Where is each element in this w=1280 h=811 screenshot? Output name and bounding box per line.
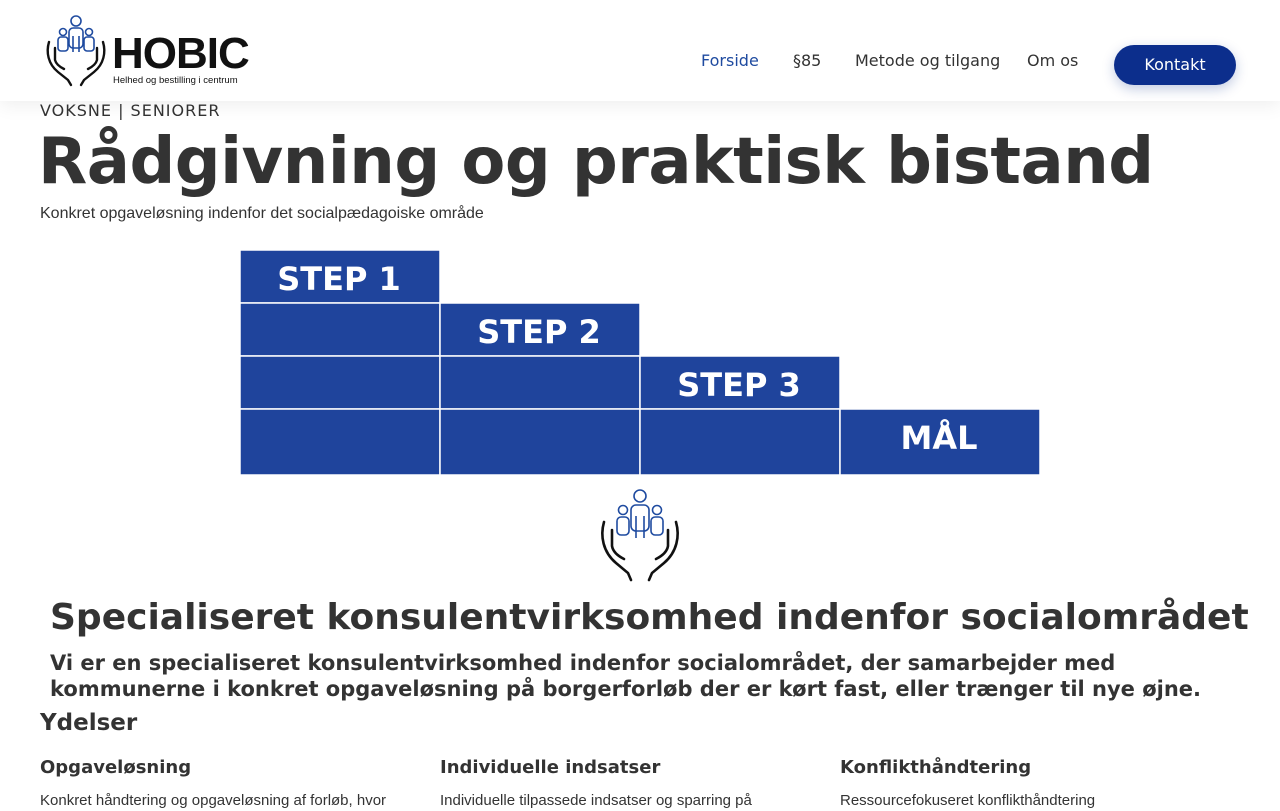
step-2-label: STEP 2 — [477, 313, 601, 351]
nav-item-om-os[interactable]: Om os — [1027, 51, 1079, 70]
nav-item-paragraph-85[interactable]: §85 — [793, 51, 822, 70]
steps-graphic — [240, 250, 1042, 476]
hero-eyebrow: VOKSNE | SENIORER — [40, 101, 221, 120]
services-title: Ydelser — [40, 710, 138, 736]
service-description: Ressourcefokuseret konflikthåndtering — [840, 792, 1096, 809]
brand-name: HOBIC — [112, 29, 249, 78]
contact-button[interactable]: Kontakt — [1114, 45, 1236, 85]
hero-title: Rådgivning og praktisk bistand — [38, 125, 1154, 199]
site-header — [0, 0, 1280, 101]
service-card-individuelle-indsatser — [440, 757, 820, 811]
service-description: Individuelle tilpassede indsatser og sparring på — [440, 792, 752, 809]
hero-subtitle: Konkret opgaveløsning indenfor det socialpædagoiske område — [40, 205, 484, 222]
service-card-opgaveloesning — [40, 757, 420, 811]
step-1-label: STEP 1 — [277, 260, 401, 298]
nav-item-metode-og-tilgang[interactable]: Metode og tilgang — [855, 51, 1001, 70]
intro-title: Specialiseret konsulentvirksomhed indenfor socialområdet — [50, 597, 1249, 638]
step-3-label: STEP 3 — [677, 366, 801, 404]
nav-item-forside[interactable]: Forside — [701, 51, 759, 70]
service-title: Individuelle indsatser — [440, 757, 661, 778]
intro-text: Vi er en specialiseret konsulentvirksomhed indenfor socialområdet, der samarbejder med kommunerne i konkret opgaveløsning på borgerforløb der er kørt fast, eller trænger til nye øjne. — [50, 651, 1202, 701]
hands-logo-icon — [44, 14, 108, 86]
service-title: Opgaveløsning — [40, 757, 192, 778]
brand-logo[interactable] — [44, 14, 256, 88]
service-description: Konkret håndtering og opgaveløsning af forløb, hvor — [40, 792, 387, 809]
hands-emblem-icon — [598, 488, 682, 582]
brand-tagline: Helhed og bestilling i centrum — [113, 75, 238, 86]
service-card-konflikthaandtering — [840, 757, 1220, 811]
goal-label: MÅL — [900, 419, 978, 457]
service-title: Konflikthåndtering — [840, 757, 1032, 778]
